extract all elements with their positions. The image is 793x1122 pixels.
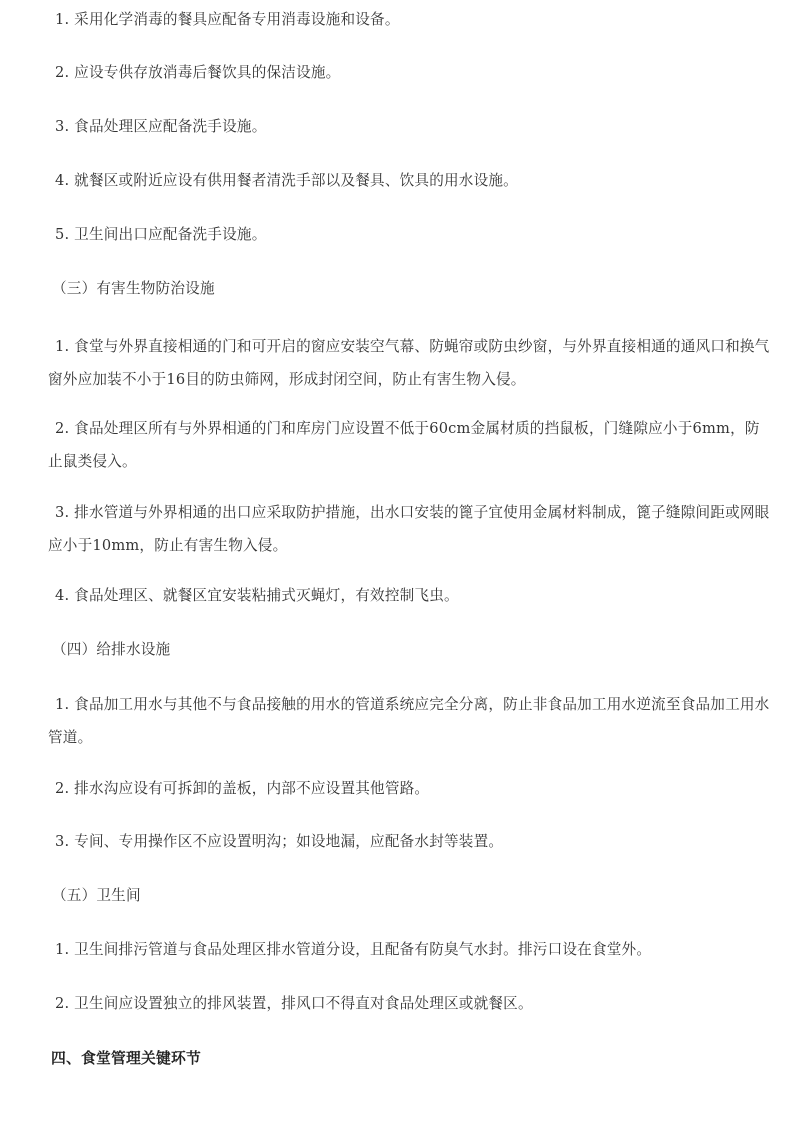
paragraph-pest-3: 3. 排水管道与外界相通的出口应采取防护措施，出水口安装的篦子宜使用金属材料制成，篦子缝隙间距或网眼应小于10mm，防止有害生物入侵。	[48, 504, 770, 554]
paragraph-item-3: 3. 食品处理区应配备洗手设施。	[55, 118, 267, 135]
paragraph-water-3: 3. 专间、专用操作区不应设置明沟；如设地漏，应配备水封等装置。	[55, 833, 504, 850]
paragraph-item-1: 1. 采用化学消毒的餐具应配备专用消毒设施和设备。	[55, 11, 400, 28]
paragraph-restroom-1: 1. 卫生间排污管道与食品处理区排水管道分设，且配备有防臭气水封。排污口设在食堂外。	[55, 941, 652, 958]
section-heading-pest-control: （三）有害生物防治设施	[52, 280, 215, 297]
paragraph-pest-4: 4. 食品处理区、就餐区宜安装粘捕式灭蝇灯，有效控制飞虫。	[55, 587, 459, 604]
chapter-heading-management: 四、食堂管理关键环节	[51, 1050, 201, 1067]
paragraph-pest-1: 1. 食堂与外界直接相通的门和可开启的窗应安装空气幕、防蝇帘或防虫纱窗，与外界直接相通的通风口和换气窗外应加装不小于16目的防虫筛网，形成封闭空间，防止有害生物入侵。	[48, 338, 770, 388]
paragraph-item-2: 2. 应设专供存放消毒后餐饮具的保洁设施。	[55, 64, 341, 81]
paragraph-restroom-2: 2. 卫生间应设置独立的排风装置，排风口不得直对食品处理区或就餐区。	[55, 995, 533, 1012]
paragraph-water-2: 2. 排水沟应设有可拆卸的盖板，内部不应设置其他管路。	[55, 780, 430, 797]
section-heading-restroom: （五）卫生间	[52, 887, 141, 904]
paragraph-water-1: 1. 食品加工用水与其他不与食品接触的用水的管道系统应完全分离，防止非食品加工用水逆流至食品加工用水管道。	[48, 696, 770, 746]
paragraph-item-4: 4. 就餐区或附近应设有供用餐者清洗手部以及餐具、饮具的用水设施。	[55, 172, 518, 189]
paragraph-item-5: 5. 卫生间出口应配备洗手设施。	[55, 226, 267, 243]
paragraph-pest-2: 2. 食品处理区所有与外界相通的门和库房门应设置不低于60cm金属材质的挡鼠板，门缝隙应小于6mm，防止鼠类侵入。	[48, 420, 760, 470]
section-heading-water: （四）给排水设施	[52, 641, 171, 658]
